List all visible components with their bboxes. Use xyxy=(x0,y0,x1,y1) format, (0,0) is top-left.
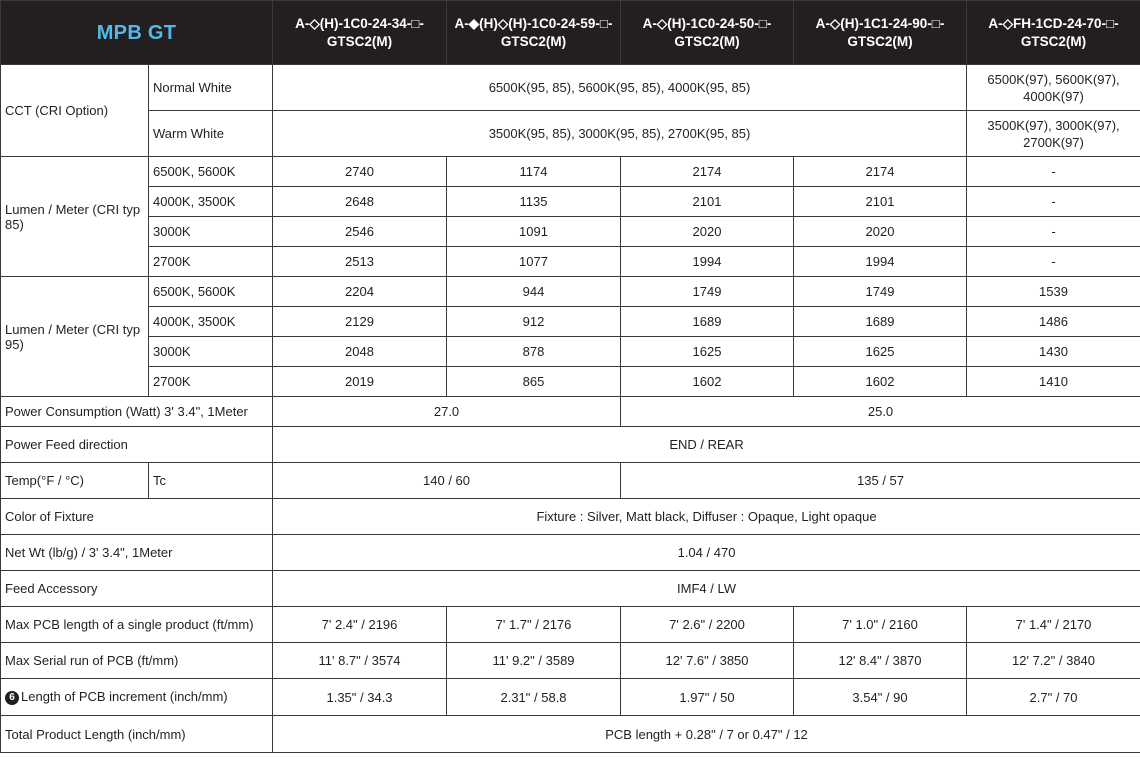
lumen85-temp: 3000K xyxy=(149,217,273,247)
increment-label: Length of PCB increment (inch/mm) xyxy=(21,689,228,704)
temp-value-b: 135 / 57 xyxy=(621,463,1140,499)
warm-white-value: 3500K(95, 85), 3000K(95, 85), 2700K(95, 85) xyxy=(273,111,967,157)
lumen85-cell: 1994 xyxy=(621,247,794,277)
lumen95-temp: 6500K, 5600K xyxy=(149,277,273,307)
max-serial-cell: 11' 9.2" / 3589 xyxy=(447,643,621,679)
total-row xyxy=(1,716,1140,753)
model-column-2: A-◆(H)◇(H)-1C0-24-59-□-GTSC2(M) xyxy=(447,1,621,65)
model-column-4: A-◇(H)-1C1-24-90-□-GTSC2(M) xyxy=(794,1,967,65)
lumen95-temp: 2700K xyxy=(149,367,273,397)
lumen95-cell: 1539 xyxy=(967,277,1140,307)
lumen85-cell: 1135 xyxy=(447,187,621,217)
total-label: Total Product Length (inch/mm) xyxy=(1,716,273,753)
warm-white-label: Warm White xyxy=(149,111,273,157)
temp-row xyxy=(1,463,1140,499)
lumen95-cell: 1625 xyxy=(621,337,794,367)
lumen85-cell: - xyxy=(967,217,1140,247)
lumen85-cell: - xyxy=(967,247,1140,277)
lumen85-cell: 1174 xyxy=(447,157,621,187)
increment-cell: 2.7" / 70 xyxy=(967,679,1140,716)
tc-label: Tc xyxy=(149,463,273,499)
power-row xyxy=(1,397,1140,427)
accessory-row xyxy=(1,571,1140,607)
lumen85-cell: 2101 xyxy=(794,187,967,217)
cct-warm-row xyxy=(1,111,1140,157)
lumen85-cell: 1077 xyxy=(447,247,621,277)
lumen95-cell: 1602 xyxy=(794,367,967,397)
lumen85-temp: 4000K, 3500K xyxy=(149,187,273,217)
normal-white-value: 6500K(95, 85), 5600K(95, 85), 4000K(95, 85) xyxy=(273,65,967,111)
max-pcb-cell: 7' 1.4" / 2170 xyxy=(967,607,1140,643)
max-serial-cell: 12' 8.4" / 3870 xyxy=(794,643,967,679)
lumen95-row xyxy=(1,337,1140,367)
max-pcb-cell: 7' 1.0" / 2160 xyxy=(794,607,967,643)
model-column-1: A-◇(H)-1C0-24-34-□-GTSC2(M) xyxy=(273,1,447,65)
increment-row xyxy=(1,679,1140,716)
total-value: PCB length + 0.28" / 7 or 0.47" / 12 xyxy=(273,716,1140,753)
lumen85-row xyxy=(1,217,1140,247)
lumen95-cell: 865 xyxy=(447,367,621,397)
increment-label-cell xyxy=(1,679,273,716)
lumen95-cell: 1602 xyxy=(621,367,794,397)
accessory-value: IMF4 / LW xyxy=(273,571,1140,607)
power-value-b: 25.0 xyxy=(621,397,1140,427)
warm-white-value-last: 3500K(97), 3000K(97), 2700K(97) xyxy=(967,111,1140,157)
lumen85-cell: 1091 xyxy=(447,217,621,247)
power-value-a: 27.0 xyxy=(273,397,621,427)
max-pcb-cell: 7' 2.6" / 2200 xyxy=(621,607,794,643)
header-row xyxy=(1,1,1140,65)
lumen85-cell: 2648 xyxy=(273,187,447,217)
max-serial-row xyxy=(1,643,1140,679)
max-serial-label: Max Serial run of PCB (ft/mm) xyxy=(1,643,273,679)
number-badge-icon: 6 xyxy=(5,691,19,705)
lumen85-cell: 2020 xyxy=(794,217,967,247)
lumen95-cell: 912 xyxy=(447,307,621,337)
lumen85-label: Lumen / Meter (CRI typ 85) xyxy=(1,157,149,277)
max-serial-cell: 12' 7.2" / 3840 xyxy=(967,643,1140,679)
lumen85-cell: - xyxy=(967,187,1140,217)
max-serial-cell: 12' 7.6" / 3850 xyxy=(621,643,794,679)
lumen85-cell: 1994 xyxy=(794,247,967,277)
lumen95-cell: 1749 xyxy=(621,277,794,307)
lumen85-temp: 2700K xyxy=(149,247,273,277)
lumen85-cell: 2513 xyxy=(273,247,447,277)
lumen85-cell: 2174 xyxy=(621,157,794,187)
lumen95-cell: 1749 xyxy=(794,277,967,307)
normal-white-label: Normal White xyxy=(149,65,273,111)
increment-cell: 3.54" / 90 xyxy=(794,679,967,716)
model-column-3: A-◇(H)-1C0-24-50-□-GTSC2(M) xyxy=(621,1,794,65)
lumen95-cell: 2019 xyxy=(273,367,447,397)
lumen95-cell: 2048 xyxy=(273,337,447,367)
lumen85-cell: 2546 xyxy=(273,217,447,247)
lumen95-cell: 878 xyxy=(447,337,621,367)
product-series-title: MPB GT xyxy=(1,1,273,65)
color-row xyxy=(1,499,1140,535)
feed-direction-row xyxy=(1,427,1140,463)
max-serial-cell: 11' 8.7" / 3574 xyxy=(273,643,447,679)
lumen85-cell: 2020 xyxy=(621,217,794,247)
feed-direction-value: END / REAR xyxy=(273,427,1140,463)
increment-cell: 1.35" / 34.3 xyxy=(273,679,447,716)
model-column-5: A-◇FH-1CD-24-70-□-GTSC2(M) xyxy=(967,1,1140,65)
weight-row xyxy=(1,535,1140,571)
temp-label: Temp(°F / °C) xyxy=(1,463,149,499)
cct-normal-row xyxy=(1,65,1140,111)
lumen95-temp: 3000K xyxy=(149,337,273,367)
lumen95-row xyxy=(1,367,1140,397)
color-label: Color of Fixture xyxy=(1,499,273,535)
lumen95-cell: 2204 xyxy=(273,277,447,307)
max-pcb-row xyxy=(1,607,1140,643)
normal-white-value-last: 6500K(97), 5600K(97), 4000K(97) xyxy=(967,65,1140,111)
feed-direction-label: Power Feed direction xyxy=(1,427,273,463)
increment-cell: 2.31" / 58.8 xyxy=(447,679,621,716)
lumen95-temp: 4000K, 3500K xyxy=(149,307,273,337)
temp-value-a: 140 / 60 xyxy=(273,463,621,499)
lumen95-cell: 1689 xyxy=(794,307,967,337)
lumen85-row xyxy=(1,187,1140,217)
max-pcb-label: Max PCB length of a single product (ft/mm) xyxy=(1,607,273,643)
cct-label: CCT (CRI Option) xyxy=(1,65,149,157)
weight-label: Net Wt (lb/g) / 3' 3.4", 1Meter xyxy=(1,535,273,571)
power-label: Power Consumption (Watt) 3' 3.4", 1Meter xyxy=(1,397,273,427)
lumen85-cell: 2101 xyxy=(621,187,794,217)
max-pcb-cell: 7' 1.7" / 2176 xyxy=(447,607,621,643)
lumen85-temp: 6500K, 5600K xyxy=(149,157,273,187)
lumen95-cell: 1486 xyxy=(967,307,1140,337)
lumen95-cell: 1430 xyxy=(967,337,1140,367)
lumen85-cell: 2740 xyxy=(273,157,447,187)
lumen95-label: Lumen / Meter (CRI typ 95) xyxy=(1,277,149,397)
color-value: Fixture : Silver, Matt black, Diffuser : Opaque, Light opaque xyxy=(273,499,1140,535)
lumen95-row xyxy=(1,307,1140,337)
lumen85-cell: 2174 xyxy=(794,157,967,187)
weight-value: 1.04 / 470 xyxy=(273,535,1140,571)
lumen95-cell: 1689 xyxy=(621,307,794,337)
lumen95-cell: 1625 xyxy=(794,337,967,367)
lumen95-row xyxy=(1,277,1140,307)
lumen85-row xyxy=(1,247,1140,277)
lumen95-cell: 2129 xyxy=(273,307,447,337)
max-pcb-cell: 7' 2.4" / 2196 xyxy=(273,607,447,643)
lumen85-cell: - xyxy=(967,157,1140,187)
accessory-label: Feed Accessory xyxy=(1,571,273,607)
lumen95-cell: 1410 xyxy=(967,367,1140,397)
lumen95-cell: 944 xyxy=(447,277,621,307)
lumen85-row xyxy=(1,157,1140,187)
increment-cell: 1.97" / 50 xyxy=(621,679,794,716)
